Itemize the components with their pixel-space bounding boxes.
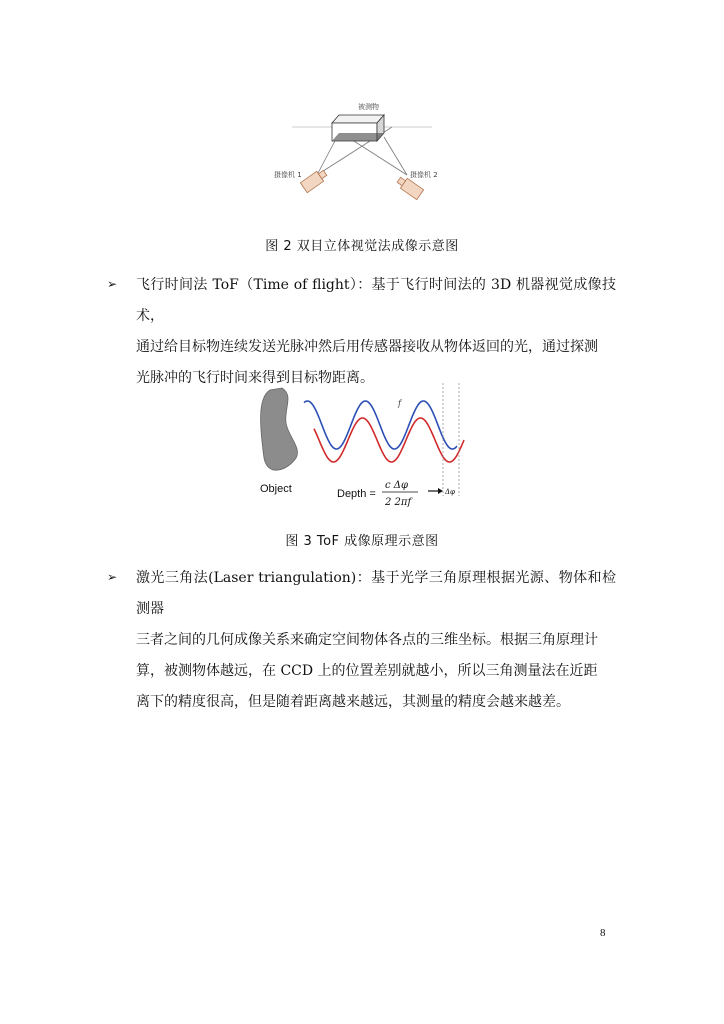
camera-1-icon — [300, 168, 328, 193]
delta-phi-label: Δφ — [445, 488, 455, 496]
laser-triangulation-paragraph — [136, 563, 616, 718]
frequency-label: f — [398, 399, 401, 408]
object-box-top — [332, 115, 384, 123]
object-box-shadow — [332, 133, 384, 141]
emitted-wave — [304, 401, 457, 449]
paragraph-line: 离下的精度很高，但是随着距离越来越远，其测量的精度会越来越差。 — [136, 694, 570, 710]
paragraph-line: 光脉冲的飞行时间来得到目标物距离。 — [136, 370, 374, 386]
sight-line — [317, 137, 337, 175]
camera-1-label: 摄像机 1 — [274, 171, 302, 179]
bullet-arrow-icon: ➢ — [107, 570, 118, 584]
paragraph-line: 通过给目标物连续发送光脉冲然后用传感器接收从物体返回的光，通过探测 — [136, 339, 598, 355]
arrow-head-icon — [438, 488, 443, 494]
bullet-arrow-icon: ➢ — [107, 277, 118, 291]
formula-numerator: c Δφ — [385, 480, 409, 491]
reflected-wave — [314, 418, 464, 462]
paragraph-line: 飞行时间法 ToF（Time of flight）：基于飞行时间法的 3D 机器视觉成像技术， — [136, 277, 616, 324]
tof-paragraph — [136, 270, 616, 394]
depth-label: Depth = — [337, 488, 376, 500]
tof-diagram — [252, 378, 472, 513]
figure-3-caption: 图 3 ToF 成像原理示意图 — [285, 534, 439, 549]
object-shape — [261, 388, 298, 470]
formula-denominator: 2 2πf — [385, 497, 412, 508]
paragraph-line: 算，被测物体越远，在 CCD 上的位置差别就越小，所以三角测量法在近距 — [136, 663, 598, 679]
stereo-vision-diagram — [272, 97, 452, 217]
tof-figure — [252, 378, 472, 513]
paragraph-line: 三者之间的几何成像关系来确定空间物体各点的三维坐标。根据三角原理计 — [136, 632, 598, 648]
object-caption-label: Object — [260, 483, 292, 495]
sight-line — [384, 137, 407, 175]
stereo-vision-figure — [272, 97, 452, 217]
camera-2-label: 摄像机 2 — [410, 171, 438, 179]
paragraph-line: 激光三角法(Laser triangulation)：基于光学三角原理根据光源、物体和检测器 — [136, 570, 616, 617]
object-label: 被测物 — [358, 103, 379, 111]
page-number: 8 — [600, 927, 606, 939]
figure-2-caption: 图 2 双目立体视觉法成像示意图 — [265, 239, 459, 254]
